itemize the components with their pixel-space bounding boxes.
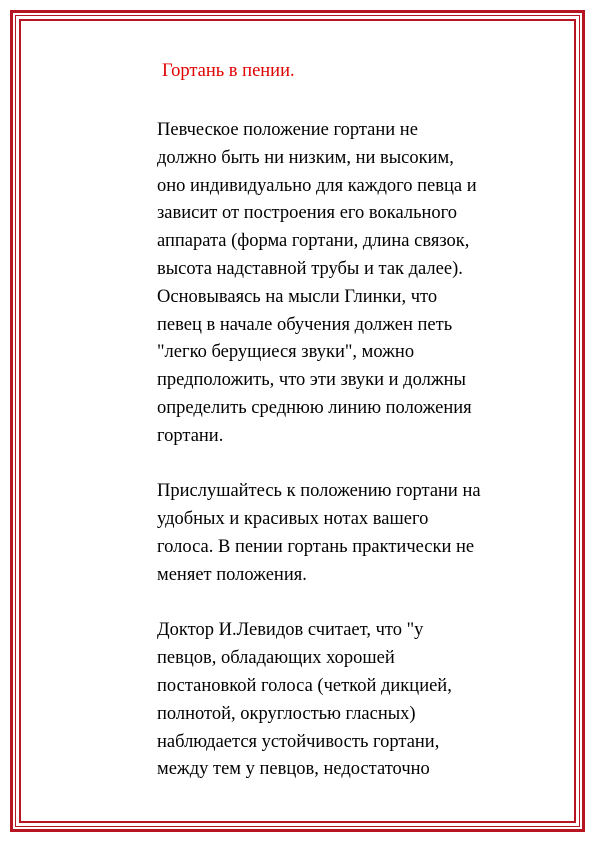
text-line: Прислушайтесь к положению гортани на — [157, 481, 481, 502]
text-line: меняет положения. — [157, 564, 307, 585]
text-line: аппарата (форма гортани, длина связок, — [157, 231, 470, 252]
text-line: певец в начале обучения должен петь — [157, 314, 453, 335]
text-line: голоса. В пении гортань практически не — [157, 536, 475, 557]
text-line: предположить, что эти звуки и должны — [157, 370, 466, 391]
paragraph-3 — [157, 617, 547, 784]
text-line: певцов, обладающих хорошей — [157, 648, 395, 669]
document-title: Гортань в пении. — [162, 61, 295, 81]
text-line: определить среднюю линию положения — [157, 397, 472, 418]
text-line: Певческое положение гортани не — [157, 120, 418, 140]
text-line: зависит от построения его вокального — [157, 203, 458, 224]
text-line: гортани. — [157, 425, 224, 446]
text-line: высота надставной трубы и так далее). — [157, 258, 463, 279]
paragraph-2 — [157, 478, 547, 589]
text-line: "легко берущиеся звуки", можно — [157, 342, 415, 363]
text-line: Доктор И.Левидов считает, что "у — [157, 620, 424, 641]
paragraph-1 — [157, 117, 547, 451]
text-line: наблюдается устойчивость гортани, — [157, 731, 440, 752]
text-line: между тем у певцов, недостаточно — [157, 759, 430, 780]
text-line: должно быть ни низким, ни высоким, — [157, 147, 454, 168]
text-line: оно индивидуально для каждого певца и — [157, 175, 477, 196]
text-line: Основываясь на мысли Глинки, что — [157, 286, 438, 307]
text-line: полнотой, округлостью гласных) — [157, 703, 416, 724]
text-line: удобных и красивых нотах вашего — [157, 509, 429, 530]
document-body — [157, 117, 547, 812]
text-line: постановкой голоса (четкой дикцией, — [157, 675, 452, 696]
